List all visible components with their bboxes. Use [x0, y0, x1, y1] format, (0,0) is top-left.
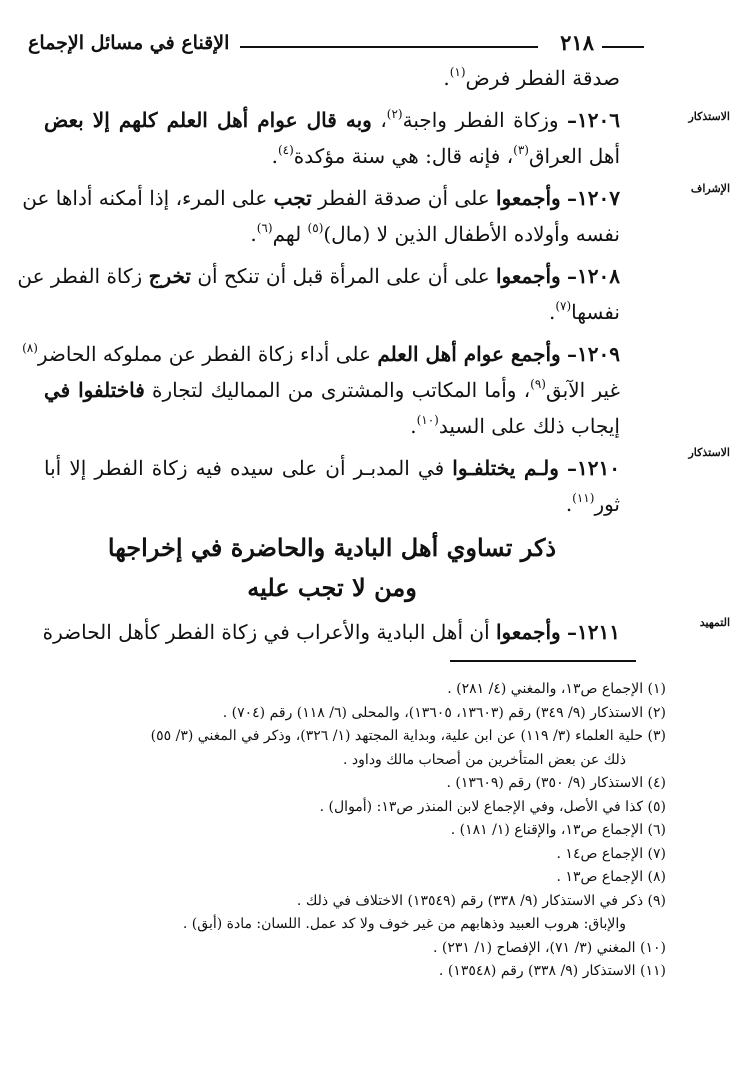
footnote-ref: (١٠)	[416, 413, 439, 427]
footnote-ref: (٣)	[513, 143, 529, 157]
text-line: أهل العراق$^{(٣)}$، فإنه قال: هي سنة مؤكدة$^{(٤)}$.	[271, 143, 620, 168]
text-line: إيجاب ذلك على السيد$^{(١٠)}$.	[410, 413, 620, 438]
text-line: ١٢٠٨– وأجمعوا على أن على المرأة قبل أن تنكح أن تخرج زكاة الفطر عن	[17, 264, 620, 288]
footnote: (١٠) المغني (٣/ ٧١)، الإفصاح (١/ ٢٣١) .	[433, 939, 666, 956]
footnote: (٩) ذكر في الاستذكار (٩/ ٣٣٨) رقم (١٣٥٤٩) الاختلاف في ذلك .	[296, 892, 666, 909]
footnotes	[36, 678, 666, 984]
text-line: ١٢١٠– ولـم يختلفـوا في المدبـر أن على سيده فيه زكاة الفطر إلا أبا	[44, 456, 620, 480]
section-heading-2: ومن لا تجب عليه	[247, 573, 417, 602]
footnote-ref: (١١)	[572, 491, 595, 505]
footnote-separator	[450, 660, 636, 662]
footnote-continuation: ذلك عن بعض المتأخرين من أصحاب مالك وداود .	[343, 751, 626, 768]
footnote: (٣) حلية العلماء (٣/ ١١٩) عن ابن علية، وبداية المجتهد (١/ ٣٢٦)، وذكر في المغني (٣/ ٥٥)	[150, 728, 666, 744]
header-dash	[602, 46, 644, 48]
side-label-istidhkar-2: الاستذكار	[688, 446, 730, 459]
footnote: (٦) الإجماع ص١٣، والإقناع (١/ ١٨١) .	[450, 822, 666, 838]
footnote-ref: (١)	[449, 65, 466, 79]
entry-number: ١٢٠٦–	[567, 108, 621, 132]
footnote: (٢) الاستذكار (٩/ ٣٤٩) رقم (١٣٦٠٣، ١٣٦٠٥)، والمحلى (٦/ ١١٨) رقم (٧٠٤) .	[222, 704, 666, 721]
footnote-ref: (٢)	[386, 107, 403, 121]
text-line: ١٢٠٧– وأجمعوا على أن صدقة الفطر تجب على المرء، إذا أمكنه أداها عن	[22, 186, 620, 210]
text-line: غير الآبق$^{(٩)}$، وأما المكاتب والمشترى من المماليك لتجارة فاختلفوا في	[44, 377, 620, 402]
entry-number: ١٢٠٩–	[567, 342, 620, 366]
text-line: ١٢١١– وأجمعوا أن أهل البادية والأعراب في زكاة الفطر كأهل الحاضرة	[42, 620, 620, 644]
side-label-ishraf: الإشراف	[690, 182, 730, 195]
footnote-ref: (٧)	[555, 299, 572, 313]
entry-number: ١٢١١–	[567, 620, 620, 644]
entry-number: ١٢٠٧–	[567, 186, 620, 210]
section-heading: ذكر تساوي أهل البادية والحاضرة في إخراجها	[107, 533, 557, 562]
footnote: (١) الإجماع ص١٣، والمغني (٤/ ٢٨١) .	[447, 681, 666, 697]
book-title: الإقناع في مسائل الإجماع	[28, 32, 230, 54]
entry-number: ١٢٠٨–	[567, 264, 620, 288]
text-line: ١٢٠٩– وأجمع عوام أهل العلم على أداء زكاة الفطر عن مملوكه الحاضر$^{(٨)}$	[22, 341, 620, 366]
footnote-ref: (٨)	[22, 341, 38, 355]
text-line: نفسها$^{(٧)}$.	[548, 299, 620, 324]
header-rule	[240, 46, 538, 48]
text-line: ثور$^{(١١)}$.	[565, 491, 620, 516]
footnote: (١١) الاستذكار (٩/ ٣٣٨) رقم (١٣٥٤٨) .	[438, 963, 666, 979]
text-line: ١٢٠٦– وزكاة الفطر واجبة$^{(٢)}$، وبه قال عوام أهل العلم كلهم إلا بعض	[44, 107, 621, 132]
text-line: صدقة الفطر فرض$^{(١)}$.	[443, 65, 620, 90]
footnote: (٤) الاستذكار (٩/ ٣٥٠) رقم (١٣٦٠٩) .	[446, 775, 666, 791]
footnote-continuation: والإباق: هروب العبيد وذهابهم من غير خوف ولا كد عمل. اللسان: مادة (أبق) .	[182, 916, 626, 932]
page-number: ٢١٨	[560, 30, 594, 55]
footnote-ref: (٥)	[307, 221, 324, 235]
side-label-istidhkar: الاستذكار	[688, 110, 730, 123]
footnote-ref: (٤)	[277, 143, 294, 157]
footnote: (٨) الإجماع ص١٣ .	[556, 869, 666, 885]
main-text	[17, 60, 621, 650]
text-line: نفسه وأولاده الأطفال الذين لا (مال)$^{(٥)}$ لهم$^{(٦)}$.	[250, 221, 620, 246]
footnote: (٥) كذا في الأصل، وفي الإجماع لابن المنذر ص١٣: (أموال) .	[319, 798, 666, 815]
footnote-ref: (٦)	[256, 221, 273, 235]
footnote-ref: (٩)	[530, 377, 546, 391]
entry-number: ١٢١٠–	[567, 456, 620, 480]
side-label-tamhid: التمهيد	[699, 616, 730, 629]
page-header	[28, 30, 644, 60]
footnote: (٧) الإجماع ص١٤ .	[556, 845, 666, 862]
